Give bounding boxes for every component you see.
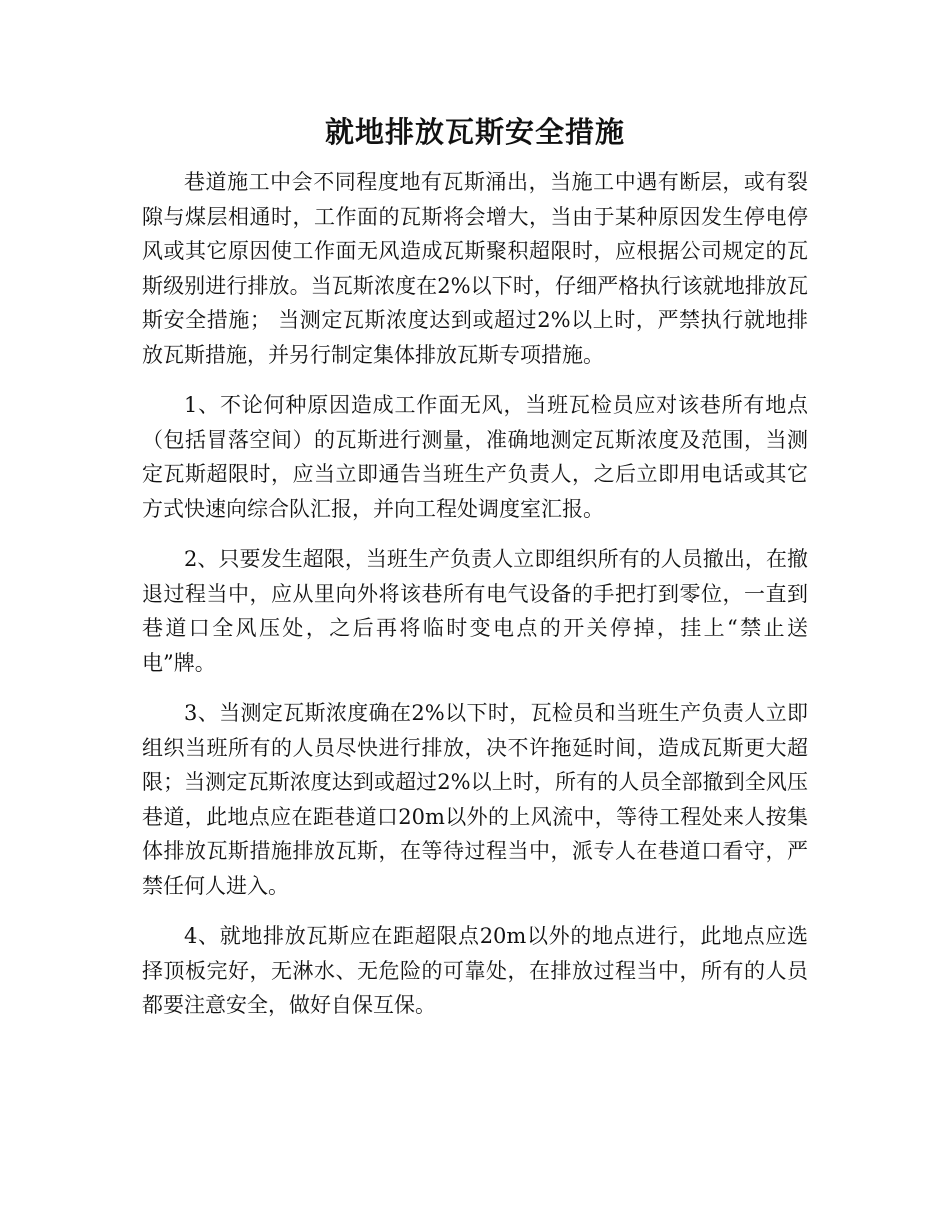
paragraph-item-1: 1、不论何种原因造成工作面无风，当班瓦检员应对该巷所有地点（包括冒落空间）的瓦斯进行测量，准确地测定瓦斯浓度及范围，当测定瓦斯超限时，应当立即通告当班生产负责人，之后立即用电话或其它方式快速向综合队汇报，并向工程处调度室汇报。 <box>142 393 808 521</box>
document-title: 就地排放瓦斯安全措施 <box>324 115 625 149</box>
paragraph-item-4: 4、就地排放瓦斯应在距超限点20m以外的地点进行，此地点应选择顶板完好，无淋水、无危险的可靠处，在排放过程当中，所有的人员都要注意安全，做好自保互保。 <box>142 924 808 1017</box>
paragraph-item-3: 3、当测定瓦斯浓度确在2%以下时，瓦检员和当班生产负责人立即组织当班所有的人员尽快进行排放，决不许拖延时间，造成瓦斯更大超限；当测定瓦斯浓度达到或超过2%以上时，所有的人员全部撤到全风压巷道，此地点应在距巷道口20m以外的上风流中，等待工程处来人按集体排放瓦斯措施排放瓦斯，在等待过程当中，派专人在巷道口看守，严禁任何人进入。 <box>142 701 808 898</box>
paragraph-item-2: 2、只要发生超限，当班生产负责人立即组织所有的人员撤出，在撤退过程当中，应从里向外将该巷所有电气设备的手把打到零位，一直到巷道口全风压处，之后再将临时变电点的开关停掉，挂上“禁止送电”牌。 <box>142 547 808 675</box>
paragraph-intro: 巷道施工中会不同程度地有瓦斯涌出，当施工中遇有断层，或有裂隙与煤层相通时，工作面的瓦斯将会增大，当由于某种原因发生停电停风或其它原因使工作面无风造成瓦斯聚积超限时，应根据公司规定的瓦斯级别进行排放。当瓦斯浓度在2%以下时，仔细严格执行该就地排放瓦斯安全措施； 当测定瓦斯浓度达到或超过2%以上时，严禁执行就地排放瓦斯措施，并另行制定集体排放瓦斯专项措施。 <box>142 170 808 367</box>
document-body <box>142 165 808 1039</box>
